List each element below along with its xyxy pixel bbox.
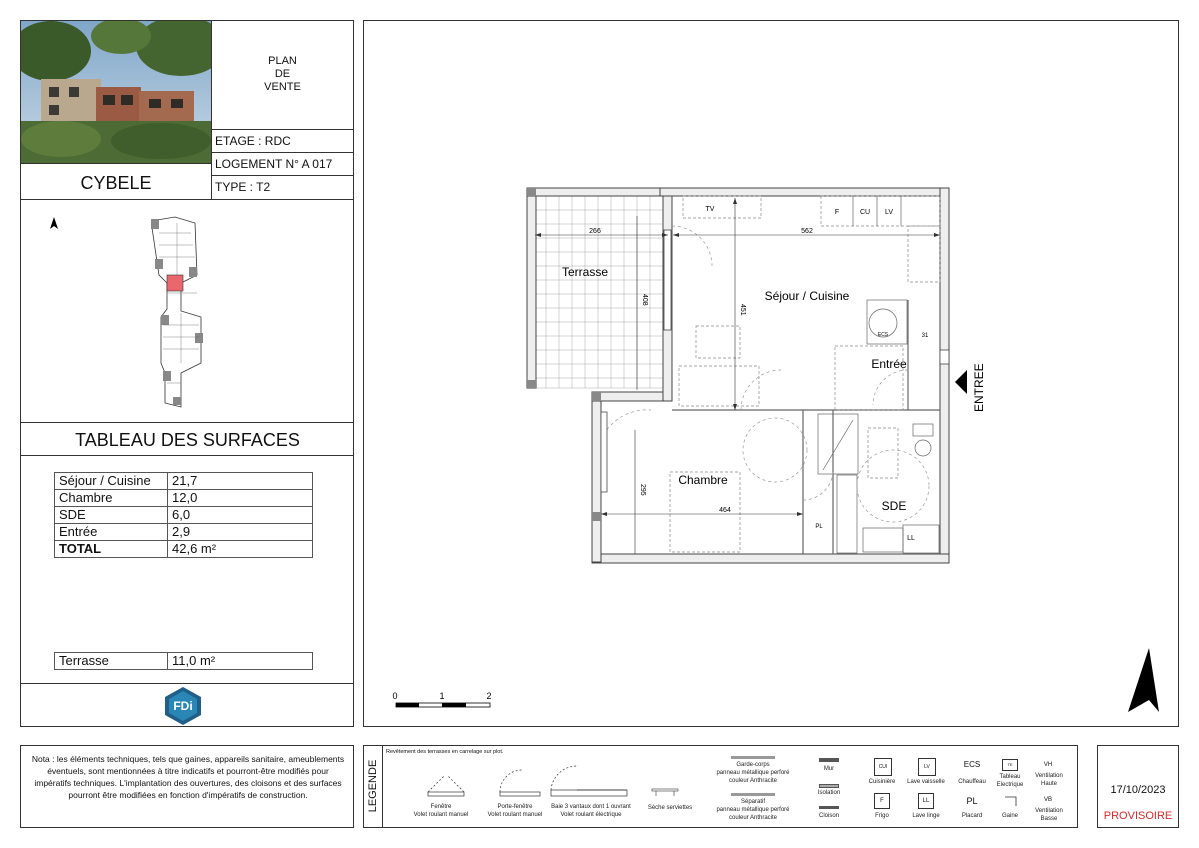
- legend-porte-fenetre: Porte-fenêtre Volet roulant manuel: [487, 804, 543, 818]
- fixture-pl: PL: [815, 524, 823, 530]
- legend-chauffeau: Chauffeau: [958, 779, 986, 785]
- site-plan: [151, 213, 241, 418]
- terrasse-tiles: [535, 196, 668, 388]
- plan-title: PLAN DE VENTE: [264, 55, 301, 93]
- legend-cui-icon: CUI: [874, 758, 892, 776]
- fdi-logo: [162, 686, 204, 731]
- legend-box: [363, 745, 1078, 828]
- residence-name: CYBELE: [80, 173, 152, 193]
- table-row: SDE 6,0: [55, 507, 313, 524]
- legend-vb-icon: VB: [1043, 797, 1052, 803]
- legend-lv-icon: LV: [918, 758, 936, 776]
- svg-text:FDi: FDi: [173, 699, 193, 713]
- fixture-ll: LL: [907, 535, 915, 542]
- surfaces-table: [54, 472, 313, 558]
- legend-pl-icon: PL: [966, 796, 978, 806]
- legend-garde-corps: Garde-corps panneau métallique perforé couleur Anthracite: [716, 762, 790, 784]
- dim-266: 266: [589, 228, 601, 235]
- table-row: Chambre 12,0: [55, 490, 313, 507]
- legend-vh: Ventilation Haute: [1035, 773, 1063, 787]
- legend-fenetre: Fenêtre Volet roulant manuel: [413, 804, 469, 818]
- date-box: [1097, 745, 1179, 828]
- table-row: Séjour / Cuisine 21,7: [55, 473, 313, 490]
- dim-295: 295: [639, 484, 646, 496]
- room-chambre: Chambre: [678, 473, 728, 487]
- date-text: 17/10/2023: [1110, 784, 1166, 796]
- total-row: TOTAL 42,6 m²: [55, 541, 313, 558]
- legend-frigo: Frigo: [875, 813, 889, 819]
- floor-plan: [363, 20, 1179, 727]
- dim-451: 451: [739, 304, 746, 316]
- svg-text:2: 2: [486, 691, 492, 701]
- dim-31: 31: [921, 333, 929, 339]
- legend-te-icon: TE: [1002, 759, 1018, 771]
- info-panel: [20, 20, 354, 727]
- etage-label: ETAGE : RDC: [215, 134, 291, 148]
- legend-cloison: Cloison: [818, 813, 839, 819]
- gaine-icon: [1004, 795, 1018, 807]
- room-terrasse: Terrasse: [561, 265, 609, 279]
- unit-highlight: [167, 275, 183, 291]
- seche-icon: [650, 786, 680, 800]
- type-label: TYPE : T2: [215, 180, 271, 194]
- entree-label: ENTREE: [972, 363, 986, 412]
- fixture-cu: CU: [859, 209, 871, 216]
- legend-f-icon: F: [874, 793, 890, 809]
- note-text: Nota : les éléments techniques, tels que gaines, appareils sanitaire, ameublements éventuels, sont mentionnées à titre indicatifs et pourront-être modifiés pour impératifs techniques. L'implantation des ouvertures, des cloisons et des surfaces pourront être modifiées en fonction d'impératifs de construction.: [31, 754, 345, 800]
- scale-bar: [392, 691, 491, 707]
- fixture-f: F: [834, 209, 840, 216]
- table-row: Entrée 2,9: [55, 524, 313, 541]
- legend-tableau: Tableau Electrique: [996, 774, 1024, 788]
- legend-title: LEGENDE: [367, 759, 379, 813]
- legend-separatif: Séparatif panneau métallique perforé couleur Anthracite: [716, 799, 790, 821]
- legend-vb: Ventilation Basse: [1035, 808, 1063, 822]
- legend-placard: Placard: [961, 813, 983, 819]
- entree-arrow-icon: [955, 370, 967, 394]
- dim-408: 408: [641, 294, 648, 306]
- room-sejour: Séjour / Cuisine: [764, 289, 850, 303]
- table-row: Terrasse 11,0 m²: [55, 653, 313, 670]
- legend-openings: [414, 764, 634, 804]
- legend-ll-icon: LL: [918, 793, 934, 809]
- logement-label: LOGEMENT N° A 017: [215, 157, 333, 171]
- north-arrow-small: [49, 217, 59, 236]
- status-badge: PROVISOIRE: [1103, 810, 1173, 822]
- room-entree: Entrée: [871, 357, 907, 371]
- fixture-tv: TV: [705, 206, 715, 213]
- legend-lave-linge: Lave linge: [912, 813, 940, 819]
- dim-464: 464: [719, 507, 731, 514]
- north-arrow-icon: [1128, 648, 1159, 712]
- room-sde: SDE: [881, 499, 907, 513]
- terrasse-table: [54, 652, 313, 670]
- legend-seche: Sèche serviettes: [647, 805, 693, 811]
- svg-text:1: 1: [439, 691, 445, 701]
- note-box: [20, 745, 354, 828]
- svg-text:0: 0: [392, 691, 398, 701]
- legend-gaine: Gaine: [1001, 813, 1018, 819]
- legend-intro: Revêtement des terrasses en carrelage sur plot.: [386, 749, 504, 755]
- fixture-lv: LV: [884, 209, 894, 216]
- legend-ecs-icon: ECS: [963, 760, 981, 769]
- legend-cuisiniere: Cuisinière: [868, 779, 896, 785]
- legend-baie: Baie 3 vantaux dont 1 ouvrant Volet roulant électrique: [551, 804, 631, 818]
- legend-mur: Mur: [823, 766, 835, 772]
- legend-isolation: Isolation: [817, 790, 841, 796]
- dim-562: 562: [801, 228, 813, 235]
- legend-lave-vaisselle: Lave vaisselle: [907, 779, 945, 785]
- surfaces-title: TABLEAU DES SURFACES: [75, 430, 300, 450]
- building-photo: [21, 21, 211, 163]
- fixture-ecs: ECS: [877, 332, 889, 338]
- legend-vh-icon: VH: [1043, 762, 1053, 768]
